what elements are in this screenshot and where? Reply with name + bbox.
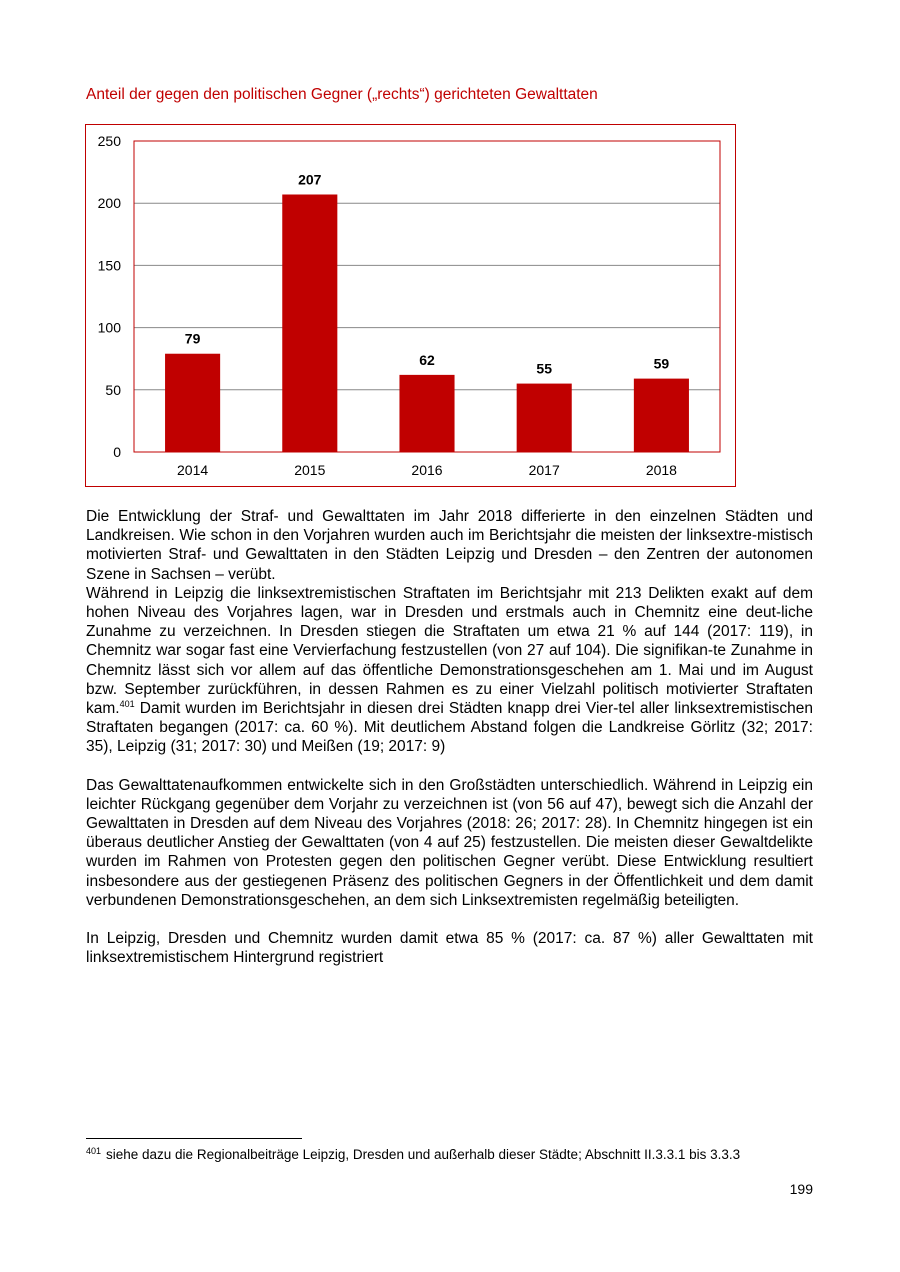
- bar: [517, 384, 572, 452]
- footnote-text: siehe dazu die Regionalbeiträge Leipzig, Dresden und außerhalb dieser Städte; Abschnitt II.3.3.1 bis 3.3.3: [106, 1147, 741, 1162]
- data-label: 62: [419, 351, 435, 368]
- data-label: 55: [536, 360, 552, 377]
- bar: [634, 379, 689, 452]
- data-label: 59: [653, 355, 670, 372]
- x-tick-label: 2018: [645, 462, 677, 478]
- footnote: [86, 1146, 813, 1163]
- bar: [282, 194, 337, 452]
- footnote-separator: [86, 1138, 302, 1139]
- y-tick-label: 0: [113, 444, 121, 460]
- x-tick-label: 2015: [294, 462, 326, 478]
- bar-chart: [86, 125, 737, 488]
- footnote-mark: 401: [86, 1146, 102, 1156]
- paragraph: [86, 507, 813, 584]
- paragraph: [86, 776, 813, 910]
- bar: [165, 354, 220, 452]
- paragraph-text: Damit wurden im Berichtsjahr in diesen drei Städten knapp drei Vier-tel aller linksextremistischen Straftaten begangen (2017: ca. 60 %). Mit deutlichem Abstand folgen die Landkreise Görlitz (32; 2017: 35), Leipzig (31; 2017: 30) und Meißen (19; 2017: 9): [86, 700, 813, 756]
- x-tick-label: 2016: [411, 462, 443, 478]
- bar: [399, 375, 454, 452]
- y-tick-label: 100: [97, 319, 121, 336]
- data-label: 79: [184, 330, 201, 347]
- paragraph-text: Die Entwicklung der Straf- und Gewalttaten im Jahr 2018 differierte in den einzelnen Städten und Landkreisen. Wie schon in den Vorjahren wurden auch im Berichtsjahr die meisten der linksextre-mistisch motivierten Straf- und Gewalttaten in den Städten Leipzig und Dresden – den Zentren der autonomen Szene in Sachsen – verübt.: [86, 508, 813, 583]
- y-tick-label: 250: [97, 133, 121, 149]
- chart-frame: [85, 124, 736, 487]
- paragraph-text: Während in Leipzig die linksextremistischen Straftaten im Berichtsjahr mit 213 Delikten exakt auf dem hohen Niveau des Vorjahres lagen, war in Dresden und erstmals auch in Chemnitz eine deut-liche Zunahme zu verzeichnen. In Dresden stiegen die Straftaten um etwa 21 % auf 144 (2017: 119), in Chemnitz war sogar fast eine Vervierfachung festzustellen (von 27 auf 104). Die signifikan-te Zunahme in Chemnitz lässt sich vor allem auf das öffentliche Demonstrationsgeschehen am 1. Mai und im August bzw. September zurückführen, in dessen Rahmen es zu einer Vielzahl politisch motivierter Straftaten kam.: [86, 584, 813, 718]
- page-number: 199: [789, 1181, 813, 1197]
- x-tick-label: 2014: [177, 462, 209, 478]
- paragraph-text: In Leipzig, Dresden und Chemnitz wurden damit etwa 85 % (2017: ca. 87 %) aller Gewalttaten mit linksextremistischem Hintergrund registriert: [86, 930, 813, 967]
- paragraph: [86, 584, 813, 757]
- footnote-reference: 401: [119, 699, 135, 710]
- y-tick-label: 50: [105, 381, 121, 398]
- chart-title: Anteil der gegen den politischen Gegner („rechts“) gerichteten Gewalttaten: [86, 86, 598, 103]
- body-text: [86, 507, 813, 967]
- paragraph-text: Das Gewalttatenaufkommen entwickelte sich in den Großstädten unterschiedlich. Während in Leipzig ein leichter Rückgang gegenüber dem Vorjahr zu verzeichnen ist (von 56 auf 47), bewegt sich die Anzahl der Gewalttaten in Dresden auf dem Niveau des Vorjahres (2018: 26; 2017: 28). In Chemnitz hingegen ist ein überaus deutlicher Anstieg der Gewalttaten (von 4 auf 25) festzustellen. Die meisten dieser Gewaltdelikte wurden im Rahmen von Protesten gegen den politischen Gegner verübt. Diese Entwicklung resultiert insbesondere aus der gestiegenen Präsenz des politischen Gegners in der Öffentlichkeit und dem damit verbundenen Demonstrationsgeschehen, an dem sich Linksextremisten regelmäßig beteiligten.: [86, 776, 813, 909]
- paragraph: [86, 929, 813, 967]
- y-tick-label: 200: [97, 195, 121, 212]
- data-label: 207: [298, 171, 322, 188]
- y-tick-label: 150: [97, 257, 121, 274]
- x-tick-label: 2017: [528, 462, 560, 478]
